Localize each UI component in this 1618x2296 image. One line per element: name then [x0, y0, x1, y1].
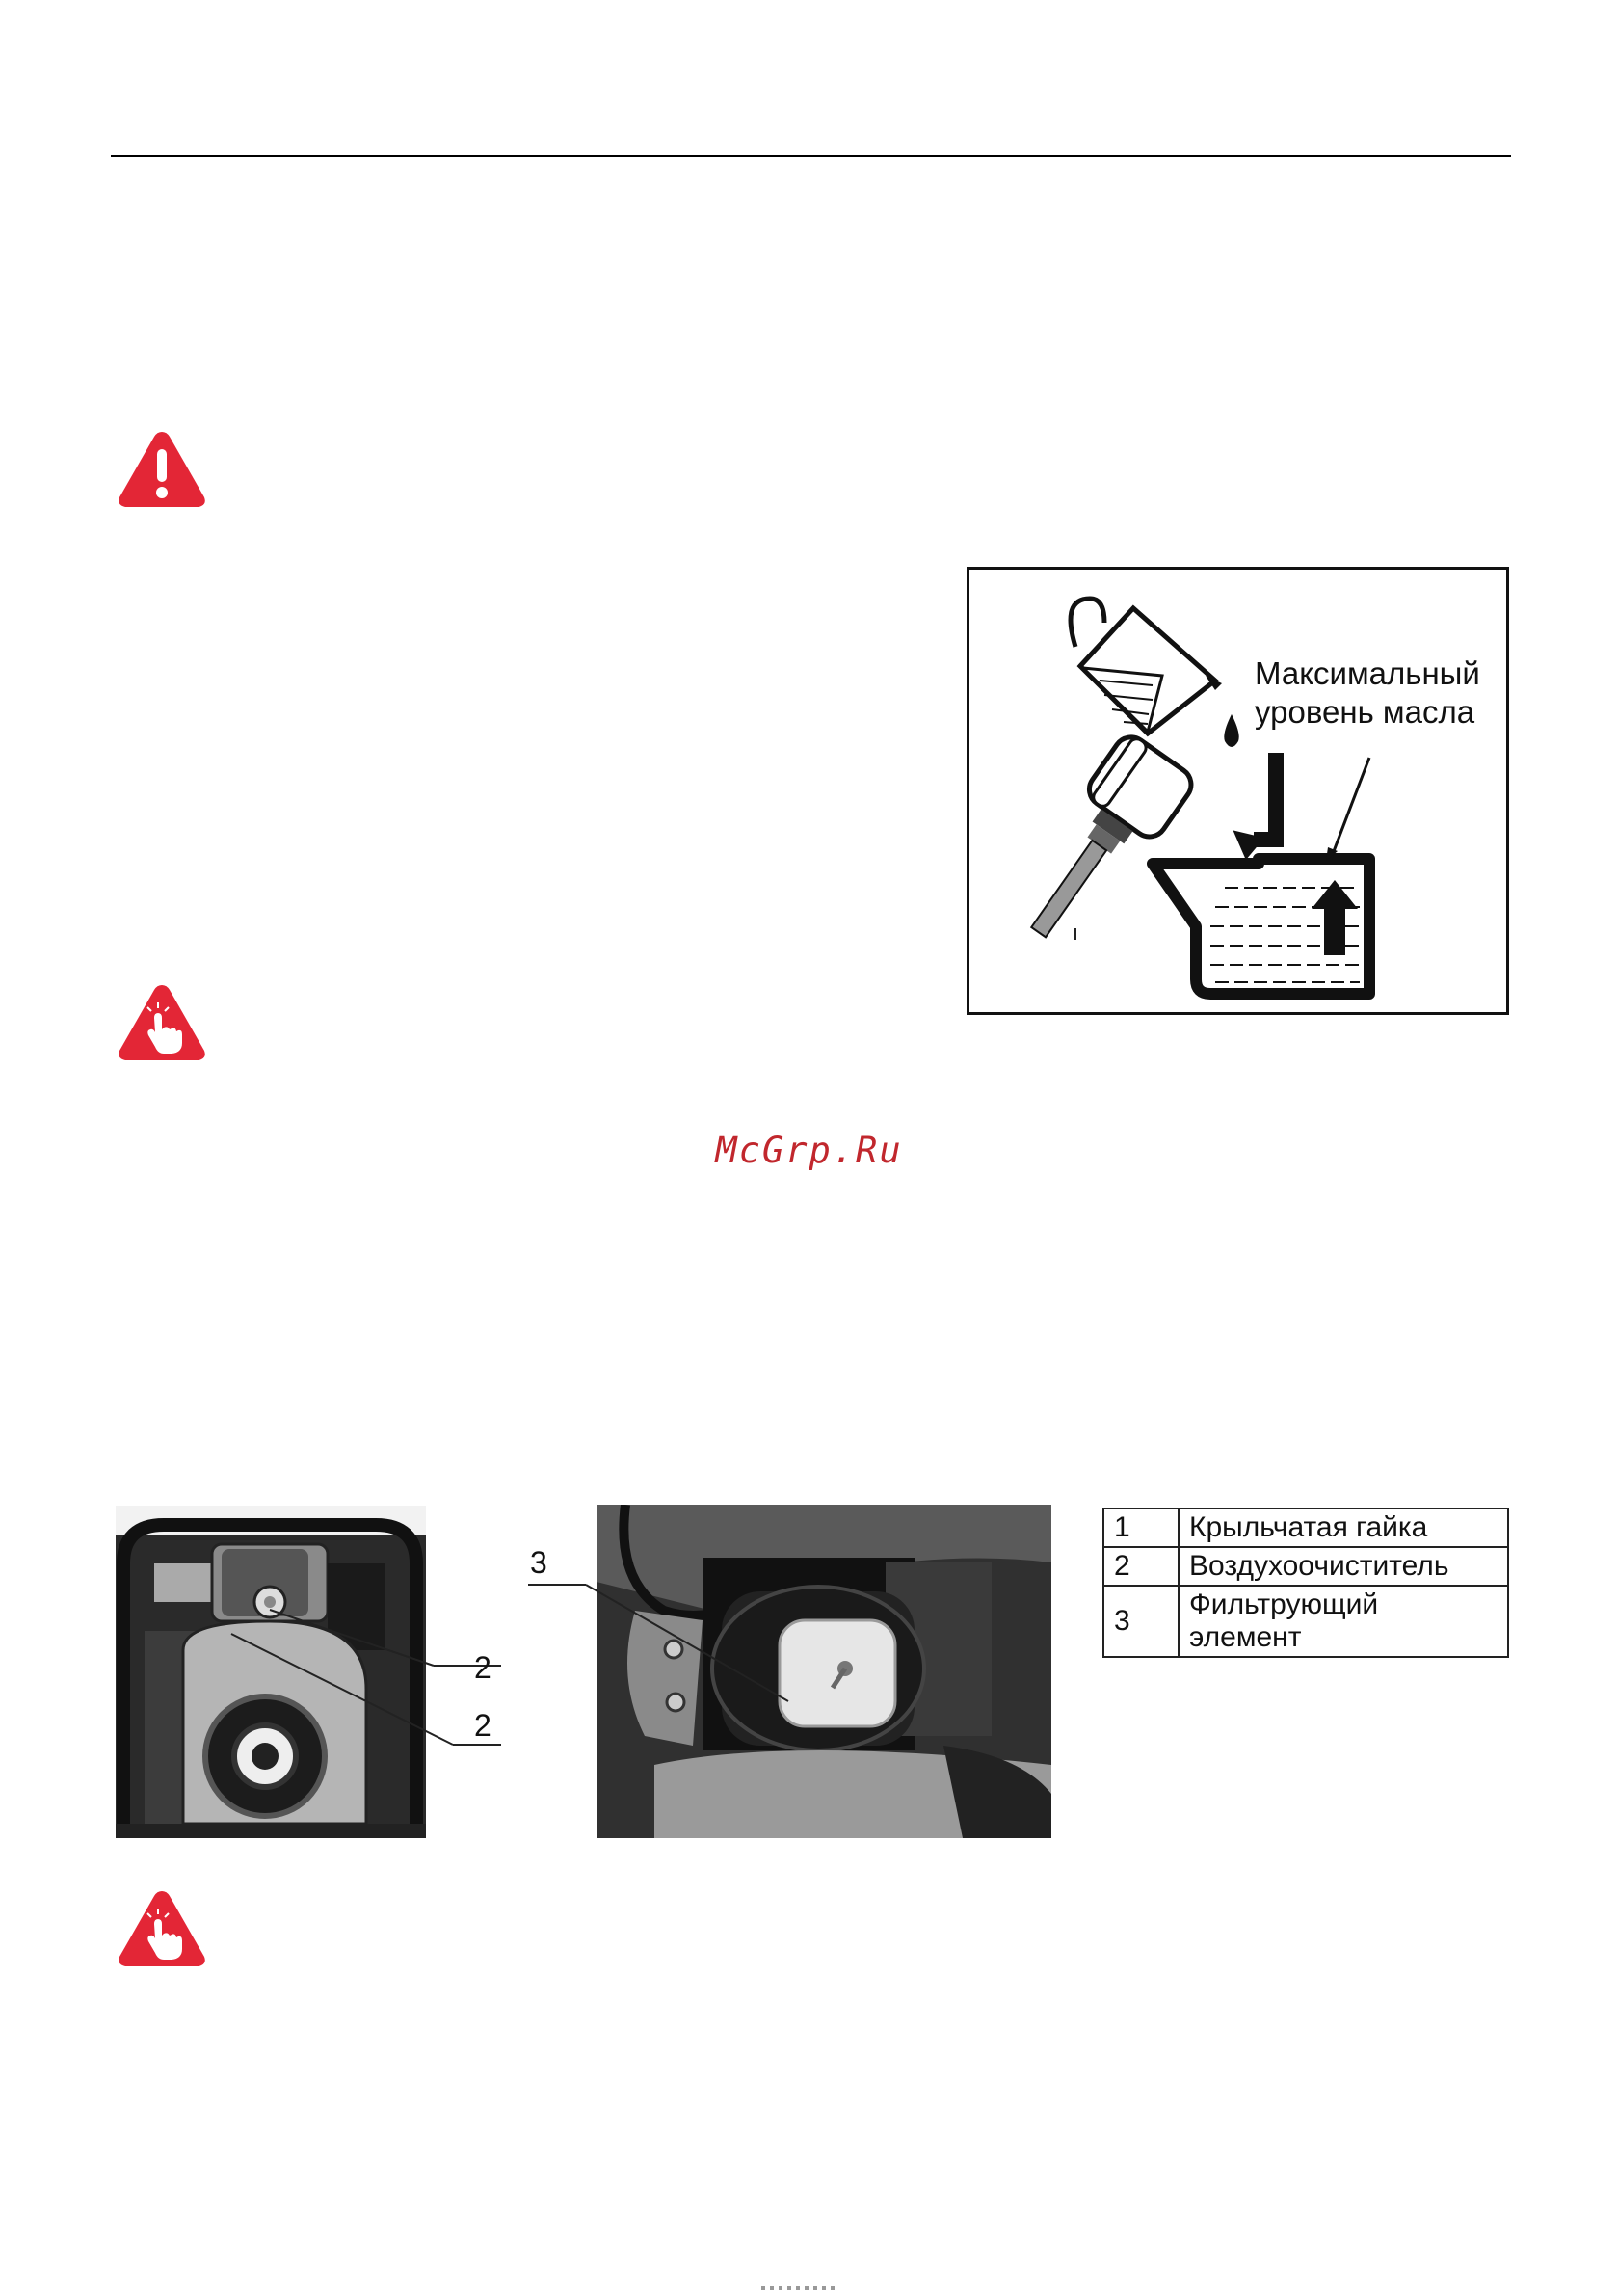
legend-num: 1 — [1103, 1508, 1179, 1547]
oil-level-label-line-1: Максимальный — [1255, 655, 1480, 691]
filler-cap-icon — [1003, 731, 1198, 957]
table-row — [1103, 1508, 1508, 1547]
callout-lines-left — [154, 1542, 511, 1764]
callout-left-top: 2 — [474, 1650, 491, 1685]
attention-hand-icon — [116, 1887, 208, 1970]
oil-drop-icon — [1224, 714, 1238, 747]
oil-level-label — [1255, 654, 1480, 732]
warning-exclamation-icon — [116, 428, 208, 511]
callout-right: 3 — [530, 1545, 547, 1580]
attention-hand-icon — [116, 981, 208, 1064]
oil-filling-illustration — [969, 570, 1506, 1012]
level-pointer-line — [1331, 758, 1369, 859]
legend-text: Воздухоочиститель — [1179, 1547, 1508, 1586]
top-rule — [111, 155, 1511, 157]
parts-legend-table — [1102, 1508, 1509, 1658]
watermark: McGrp.Ru — [715, 1130, 903, 1171]
measuring-cup-icon — [1071, 599, 1222, 734]
table-row — [1103, 1586, 1508, 1657]
pour-arrow-icon — [1254, 753, 1276, 840]
table-row — [1103, 1547, 1508, 1586]
oil-level-label-line-2: уровень масла — [1255, 694, 1475, 730]
legend-num: 2 — [1103, 1547, 1179, 1586]
callout-line-right — [528, 1581, 798, 1706]
legend-num: 3 — [1103, 1586, 1179, 1657]
legend-text: Фильтрующий элемент — [1179, 1586, 1508, 1657]
oil-level-figure — [967, 567, 1509, 1015]
legend-text: Крыльчатая гайка — [1179, 1508, 1508, 1547]
bottom-marks — [761, 2286, 838, 2290]
callout-left-bottom: 2 — [474, 1708, 491, 1743]
